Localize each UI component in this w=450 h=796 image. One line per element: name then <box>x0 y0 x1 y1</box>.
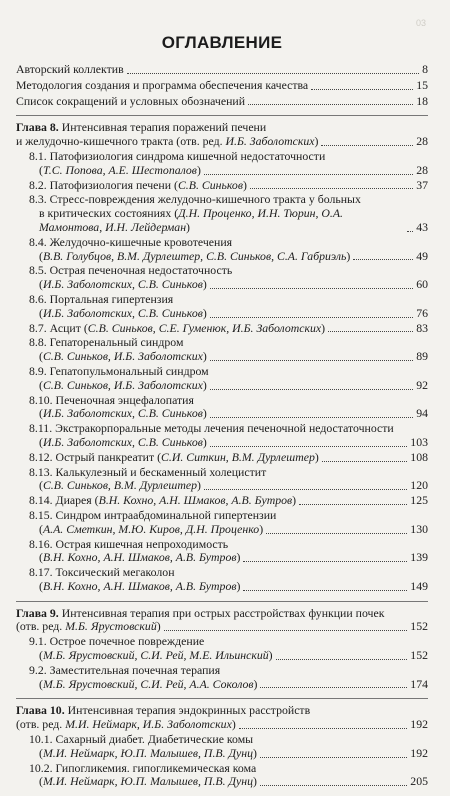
editor-suffix: ) <box>156 619 161 634</box>
toc-line <box>39 307 428 321</box>
subentry-continuation <box>29 307 428 321</box>
chapter-title: Интенсивная терапия поражений печени <box>61 120 267 135</box>
subentry-title-cont: в критических состояниях <box>39 206 172 221</box>
subentry-title: Острое почечное повреждение <box>49 634 205 649</box>
subentry-title-line <box>29 664 428 678</box>
toc-entry-title <box>16 718 236 732</box>
toc-entry-title: (М.Б. Ярустовский, С.И. Рей, А.А. Соколов) <box>39 676 258 691</box>
toc-subentry[interactable] <box>16 466 428 494</box>
dot-leader <box>266 533 407 534</box>
toc-entry-title: Авторский коллектив <box>16 62 124 76</box>
toc-entry-title: (А.А. Сметкин, М.Ю. Киров, Д.Н. Проценко) <box>39 521 264 536</box>
subentry-title: Патофизиология печени <box>49 177 172 192</box>
dot-leader <box>353 259 413 260</box>
dot-leader <box>311 89 413 90</box>
subentry-number: 9.1. <box>29 634 47 649</box>
subentry-title: Экстракорпоральные методы лечения печеночной недостаточности <box>55 421 394 436</box>
chapter-editor: М.И. Неймарк, И.Б. Заболотских <box>65 717 232 732</box>
subentry-number: 8.5. <box>29 263 47 278</box>
subentry-authors: С.В. Синьков, В.М. Дурлештер <box>42 478 197 493</box>
toc-subentry[interactable] <box>16 150 428 178</box>
toc-line <box>29 322 428 336</box>
subentry-authors: И.Б. Заболотских, С.В. Синьков <box>42 277 203 292</box>
toc-line <box>39 523 428 537</box>
page-title: ОГЛАВЛЕНИЕ <box>161 33 283 52</box>
toc-page-number: 15 <box>416 77 428 92</box>
toc-page-number: 205 <box>410 774 428 789</box>
subentry-number: 8.4. <box>29 234 47 249</box>
section-divider <box>16 698 428 699</box>
subentry-number: 9.2. <box>29 662 47 677</box>
subentry-authors: М.Б. Ярустовский, С.И. Рей, М.Е. Ильинский <box>42 648 269 663</box>
toc-entry-title: Методология создания и программа обеспечения качества <box>16 77 309 92</box>
toc-page-number: 60 <box>416 277 428 292</box>
toc-line <box>39 678 428 692</box>
toc-line <box>39 436 428 450</box>
subentry-number: 8.8. <box>29 335 47 350</box>
subentry-title: Токсический мегаколон <box>55 565 175 580</box>
toc-page <box>16 33 428 796</box>
dot-leader <box>299 504 407 505</box>
dot-leader <box>239 728 408 729</box>
chapter-heading[interactable] <box>16 121 428 149</box>
subentry-title: Желудочно-кишечные кровотечения <box>49 234 233 249</box>
toc-page-number: 37 <box>416 177 428 192</box>
toc-entry-title: (М.Б. Ярустовский, С.И. Рей, М.Е. Ильинский) <box>39 648 273 663</box>
dot-leader <box>260 687 407 688</box>
subentry-title-line <box>29 466 428 480</box>
toc-line <box>39 747 428 761</box>
dot-leader <box>321 145 413 146</box>
chapter-title-line <box>16 121 428 135</box>
toc-line <box>29 179 428 193</box>
editor-suffix: ) <box>231 717 236 732</box>
toc-page-number: 43 <box>416 219 428 234</box>
subentry-number: 8.2. <box>29 177 47 192</box>
toc-line <box>39 479 428 493</box>
chapter-number: Глава 9. <box>16 605 59 620</box>
toc-subentry[interactable] <box>16 179 428 193</box>
subentry-title-line <box>29 733 428 747</box>
toc-line <box>39 207 428 235</box>
subentry-number: 10.2. <box>29 760 53 775</box>
dot-leader <box>328 331 413 332</box>
toc-line <box>39 580 428 594</box>
subentry-continuation <box>29 523 428 537</box>
dot-leader <box>210 417 413 418</box>
chapter-10 <box>16 704 428 789</box>
subentry-number: 8.16. <box>29 536 53 551</box>
subentry-title-line <box>29 422 428 436</box>
dot-leader <box>243 590 407 591</box>
chapter-title: Интенсивная терапия при острых расстройствах функции почек <box>61 605 385 620</box>
toc-page-number: 89 <box>416 349 428 364</box>
toc-subentry[interactable] <box>16 365 428 393</box>
subentry-authors: С.И. Ситкин, В.М. Дурлештер <box>161 449 315 464</box>
subentry-title-line <box>29 566 428 580</box>
toc-subentry[interactable] <box>16 451 428 465</box>
toc-page-number: 18 <box>416 93 428 108</box>
dot-leader <box>260 785 407 786</box>
toc-subentry[interactable] <box>16 494 428 508</box>
subentry-title-line <box>29 509 428 523</box>
dot-leader <box>127 73 419 74</box>
toc-entry-title: (Т.С. Попова, А.Е. Шестопалов) <box>39 162 201 177</box>
toc-line <box>39 350 428 364</box>
subentry-title: Сахарный диабет. Диабетические комы <box>55 732 254 747</box>
subentry-authors: В.Н. Кохно, А.Н. Шмаков, А.В. Бутров <box>42 578 237 593</box>
subentry-authors: Т.С. Попова, А.Е. Шестопалов <box>42 162 197 177</box>
chapter-title-line <box>16 607 428 621</box>
subentry-authors: С.В. Синьков <box>177 177 243 192</box>
toc-subentry[interactable] <box>16 236 428 264</box>
chapter-number: Глава 8. <box>16 120 59 135</box>
subentry-number: 8.10. <box>29 392 53 407</box>
toc-subentry[interactable] <box>16 322 428 336</box>
toc-entry-title: (В.Н. Кохно, А.Н. Шмаков, А.В. Бутров) <box>39 550 241 565</box>
toc-line <box>29 451 428 465</box>
subentry-number: 8.14. <box>29 493 53 508</box>
toc-entry-title: 8.2. Патофизиология печени (С.В. Синьков) <box>29 177 247 192</box>
subentry-continuation <box>29 580 428 594</box>
subentry-continuation <box>29 436 428 450</box>
dot-leader <box>164 630 408 631</box>
toc-page-number: 94 <box>416 406 428 421</box>
toc-page-number: 120 <box>410 478 428 493</box>
editor-prefix: и желудочно-кишечного тракта (отв. ред. <box>16 134 226 149</box>
subentry-title: Острый панкреатит <box>55 449 155 464</box>
subentry-number: 8.3. <box>29 192 47 207</box>
subentry-continuation <box>29 379 428 393</box>
dot-leader <box>204 174 413 175</box>
subentry-title: Гепаторенальный синдром <box>49 335 184 350</box>
subentry-authors: М.И. Неймарк, Ю.П. Малышев, П.В. Дунц <box>42 745 253 760</box>
subentry-continuation <box>29 479 428 493</box>
toc-subentry[interactable] <box>16 422 428 450</box>
dot-leader <box>322 461 408 462</box>
subentry-title-line <box>29 264 428 278</box>
subentry-title: Гипогликемия. гипогликемическая кома <box>55 760 257 775</box>
toc-subentry[interactable] <box>16 394 428 422</box>
toc-entry-title: 8.12. Острый панкреатит (С.И. Ситкин, В.М. Дурлештер) <box>29 449 319 464</box>
toc-line <box>39 278 428 292</box>
subentry-title: Острая кишечная непроходимость <box>55 536 229 551</box>
toc-line <box>39 164 428 178</box>
subentry-authors: С.В. Синьков, С.Е. Гуменюк, И.Б. Заболотских <box>87 320 322 335</box>
toc-entry-title: (И.Б. Заболотских, С.В. Синьков) <box>39 277 207 292</box>
dot-leader <box>260 757 407 758</box>
toc-entry-title: (С.В. Синьков, И.Б. Заболотских) <box>39 349 207 364</box>
subentry-title: Заместительная почечная терапия <box>49 662 221 677</box>
subentry-title: Калькулезный и бескаменный холецистит <box>55 464 267 479</box>
toc-page-number: 28 <box>416 162 428 177</box>
subentry-authors: И.Б. Заболотских, С.В. Синьков <box>42 434 203 449</box>
toc-subentry[interactable] <box>16 538 428 566</box>
subentry-title: Гепатопульмональный синдром <box>49 363 209 378</box>
dot-leader <box>210 317 413 318</box>
dot-leader <box>210 389 413 390</box>
subentry-continuation <box>29 747 428 761</box>
subentry-authors: И.Б. Заболотских, С.В. Синьков <box>42 406 203 421</box>
subentry-title-line <box>29 236 428 250</box>
toc-page-number: 174 <box>410 676 428 691</box>
subentry-continuation <box>29 164 428 178</box>
toc-line <box>39 649 428 663</box>
dot-leader <box>210 446 407 447</box>
toc-entry-title: (В.В. Голубцов, В.М. Дурлештер, С.В. Синьков, С.А. Габриэль) <box>39 248 351 263</box>
toc-entry-title: (М.И. Неймарк, Ю.П. Малышев, П.В. Дунц) <box>39 745 257 760</box>
chapter-9 <box>16 607 428 692</box>
toc-subentry[interactable] <box>16 664 428 692</box>
subentry-continuation <box>29 678 428 692</box>
toc-entry-title: (И.Б. Заболотских, С.В. Синьков) <box>39 305 207 320</box>
toc-entry-title: (И.Б. Заболотских, С.В. Синьков) <box>39 406 207 421</box>
subentry-authors: М.Б. Ярустовский, С.И. Рей, А.А. Соколов <box>42 676 254 691</box>
toc-entry[interactable] <box>16 95 428 109</box>
toc-subentry[interactable] <box>16 293 428 321</box>
toc-entry-title: (И.Б. Заболотских, С.В. Синьков) <box>39 434 207 449</box>
subentry-title: Острая печеночная недостаточность <box>49 263 233 278</box>
toc-line <box>39 250 428 264</box>
toc-entry-title: в критических состояниях (Д.Н. Проценко, И.Н. Тюрин, О.А. Мамонтова, И.Н. Лейдерман) <box>39 206 343 234</box>
subentry-title: Стресс-повреждения желудочно-кишечного тракта у больных <box>49 192 361 207</box>
toc-subentry[interactable] <box>16 733 428 761</box>
subentry-continuation <box>29 649 428 663</box>
toc-page-number: 76 <box>416 305 428 320</box>
toc-entry-title: 8.7. Асцит (С.В. Синьков, С.Е. Гуменюк, И.Б. Заболотских) <box>29 320 326 335</box>
subentry-continuation <box>29 278 428 292</box>
dot-leader <box>210 360 413 361</box>
toc-entry-title <box>16 620 161 634</box>
chapter-heading[interactable] <box>16 704 428 732</box>
editor-suffix: ) <box>314 134 319 149</box>
toc-page-number: 149 <box>410 578 428 593</box>
toc-entry[interactable] <box>16 79 428 93</box>
chapter-heading[interactable] <box>16 607 428 635</box>
chapter-editor: М.Б. Ярустовский <box>65 619 157 634</box>
chapter-editor: И.Б. Заболотских <box>225 134 315 149</box>
toc-entry-title: 8.14. Диарея (В.Н. Кохно, А.Н. Шмаков, А.В. Бутров) <box>29 493 297 508</box>
toc-line <box>16 620 428 634</box>
toc-subentry[interactable] <box>16 635 428 663</box>
toc-subentry[interactable] <box>16 264 428 292</box>
subentry-number: 8.6. <box>29 291 47 306</box>
subentry-number: 8.15. <box>29 507 53 522</box>
subentry-title-line <box>29 762 428 776</box>
header-ghost: 03 <box>415 18 426 28</box>
subentry-continuation <box>29 207 428 235</box>
subentry-title: Синдром интраабдоминальной гипертензии <box>55 507 277 522</box>
subentry-authors: С.В. Синьков, И.Б. Заболотских <box>42 377 203 392</box>
toc-page-number: 108 <box>410 449 428 464</box>
subentry-title: Портальная гипертензия <box>49 291 174 306</box>
toc-subentry[interactable] <box>16 336 428 364</box>
toc-subentry[interactable] <box>16 193 428 234</box>
toc-page-number: 103 <box>410 434 428 449</box>
subentry-authors: С.В. Синьков, И.Б. Заболотских <box>42 349 203 364</box>
toc-subentry[interactable] <box>16 566 428 594</box>
toc-page-number: 130 <box>410 521 428 536</box>
subentry-number: 8.9. <box>29 363 47 378</box>
toc-line <box>39 407 428 421</box>
subentry-number: 8.11. <box>29 421 53 436</box>
chapter-title: Интенсивная терапия эндокринных расстройств <box>67 703 311 718</box>
toc-line <box>39 379 428 393</box>
toc-subentry[interactable] <box>16 509 428 537</box>
subentry-continuation <box>29 407 428 421</box>
toc-page-number: 83 <box>416 320 428 335</box>
dot-leader <box>210 288 413 289</box>
subentry-title-line <box>29 293 428 307</box>
toc-page-number: 28 <box>416 134 428 149</box>
dot-leader <box>248 104 413 105</box>
subentry-authors: А.А. Сметкин, М.Ю. Киров, Д.Н. Проценко <box>42 521 260 536</box>
toc-line <box>16 135 428 149</box>
toc-entry-title: Список сокращений и условных обозначений <box>16 93 246 108</box>
toc-entry-title: (В.Н. Кохно, А.Н. Шмаков, А.В. Бутров) <box>39 578 241 593</box>
toc-page-number: 92 <box>416 377 428 392</box>
subentry-authors: В.В. Голубцов, В.М. Дурлештер, С.В. Синьков, С.А. Габриэль <box>42 248 347 263</box>
subentry-authors: В.Н. Кохно, А.Н. Шмаков, А.В. Бутров <box>98 493 293 508</box>
subentry-title: Печеночная энцефалопатия <box>55 392 194 407</box>
chapter-number: Глава 10. <box>16 703 65 718</box>
subentry-title-line <box>29 150 428 164</box>
chapter-title-line <box>16 704 428 718</box>
editor-prefix: (отв. ред. <box>16 619 66 634</box>
subentry-title: Диарея <box>55 493 92 508</box>
subentry-number: 8.7. <box>29 320 47 335</box>
toc-page-number: 139 <box>410 550 428 565</box>
section-divider <box>16 115 428 116</box>
toc-page-number: 192 <box>410 745 428 760</box>
subentry-number: 8.17. <box>29 565 53 580</box>
toc-entry-title <box>16 135 318 149</box>
toc-entry-title: (С.В. Синьков, В.М. Дурлештер) <box>39 478 201 493</box>
toc-line <box>16 718 428 732</box>
subentry-title-line <box>29 365 428 379</box>
toc-page-number: 192 <box>410 717 428 732</box>
subentry-continuation <box>29 551 428 565</box>
dot-leader <box>250 188 413 189</box>
subentry-authors: Д.Н. Проценко, И.Н. Тюрин, О.А. Мамонтова, И.Н. Лейдерман <box>39 206 343 234</box>
toc-entry-title: (М.И. Неймарк, Ю.П. Малышев, П.В. Дунц) <box>39 774 257 789</box>
dot-leader <box>407 231 413 232</box>
subentry-title-line <box>29 193 428 207</box>
toc-line <box>39 551 428 565</box>
toc-line <box>39 775 428 789</box>
toc-page-number: 152 <box>410 619 428 634</box>
subentry-continuation <box>29 775 428 789</box>
toc-intro <box>16 63 428 108</box>
subentry-title: Асцит <box>49 320 81 335</box>
subentry-title-line <box>29 635 428 649</box>
subentry-number: 10.1. <box>29 732 53 747</box>
dot-leader <box>243 561 407 562</box>
subentry-number: 8.1. <box>29 148 47 163</box>
chapter-8 <box>16 121 428 593</box>
toc-entry[interactable] <box>16 63 428 77</box>
subentry-title-line <box>29 394 428 408</box>
toc-page-number: 8 <box>422 62 428 76</box>
toc-page-number: 152 <box>410 648 428 663</box>
toc-page-number: 125 <box>410 493 428 508</box>
subentry-continuation <box>29 350 428 364</box>
subentry-title-line <box>29 538 428 552</box>
subentry-continuation <box>29 250 428 264</box>
dot-leader <box>276 659 408 660</box>
toc-subentry[interactable] <box>16 762 428 790</box>
editor-prefix: (отв. ред. <box>16 717 66 732</box>
toc-page-number: 49 <box>416 248 428 263</box>
subentry-authors: И.Б. Заболотских, С.В. Синьков <box>42 305 203 320</box>
toc-entry-title: (С.В. Синьков, И.Б. Заболотских) <box>39 377 207 392</box>
subentry-authors: В.Н. Кохно, А.Н. Шмаков, А.В. Бутров <box>42 550 237 565</box>
subentry-title: Патофизиология синдрома кишечной недостаточности <box>49 148 326 163</box>
dot-leader <box>204 489 407 490</box>
subentry-number: 8.13. <box>29 464 53 479</box>
toc-line <box>29 494 428 508</box>
subentry-title-line <box>29 336 428 350</box>
subentry-number: 8.12. <box>29 449 53 464</box>
section-divider <box>16 601 428 602</box>
subentry-authors: М.И. Неймарк, Ю.П. Малышев, П.В. Дунц <box>42 774 253 789</box>
